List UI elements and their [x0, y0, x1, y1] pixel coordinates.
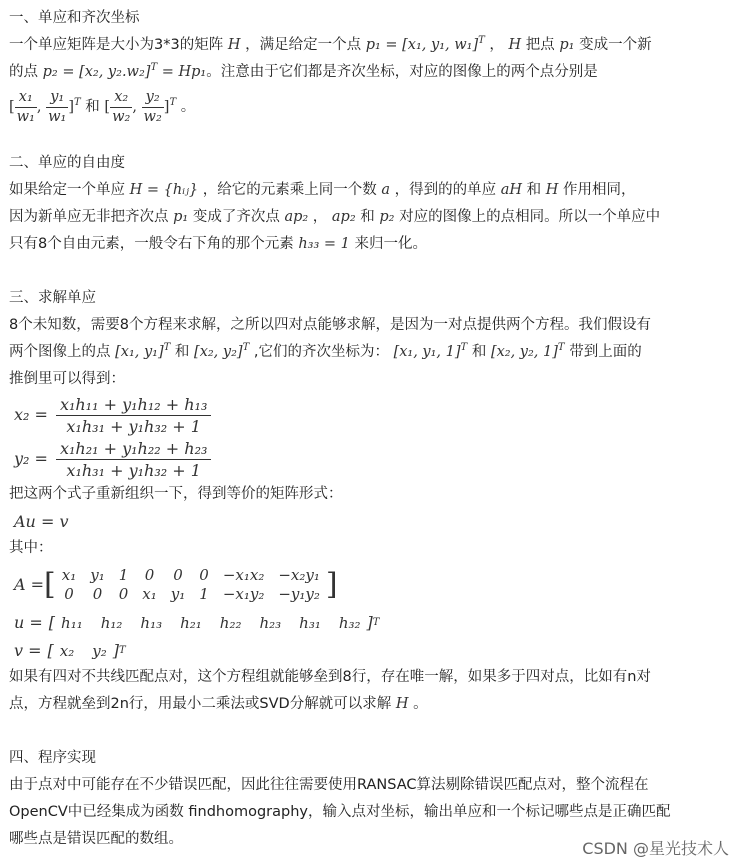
section-degrees-of-freedom	[9, 150, 737, 258]
vector-v-entries	[60, 640, 107, 662]
matrix-cell: y₁	[170, 585, 186, 603]
equation-lhs: y₂ =	[14, 449, 48, 468]
math-text: [x₁, y₁, 1]	[393, 344, 461, 360]
math-hp2	[491, 344, 565, 360]
matrix-cell: y₁	[90, 566, 105, 584]
paragraph: 把这两个式子重新组织一下，得到等价的矩阵形式：	[9, 486, 343, 502]
vector-entry: h₃₂	[338, 614, 361, 632]
section-heading: 四、程序实现	[9, 750, 96, 766]
numerator: x₂	[110, 88, 132, 108]
equation-Au-v: Au = v	[14, 512, 69, 531]
denominator: w₁	[48, 108, 67, 125]
matrix-cell: 0	[92, 585, 103, 603]
paragraph: 由于点对中可能存在不少错误匹配，因此往往需要使用RANSAC算法剔除错误匹配点对，整个流程在	[9, 777, 649, 793]
matrix-cell: 0	[199, 566, 209, 584]
fraction-y2-w2	[142, 88, 164, 127]
paragraph	[9, 339, 737, 366]
bracket: ]	[68, 99, 75, 115]
text: ，	[308, 209, 332, 225]
numerator: x₁h₂₁ + y₁h₂₂ + h₂₃	[56, 438, 211, 460]
denominator: w₂	[143, 108, 162, 125]
text: ，给它的元素乘上同一个数	[198, 182, 382, 198]
vector-u: u = [ h₁₁ h₁₂ h₁₃ h₂₁ h₂₂ h₂₃ h₃₁ h₃₂ ] T	[14, 613, 380, 632]
paragraph: 推倒里可以得到：	[9, 371, 125, 387]
numerator: x₁h₁₁ + y₁h₁₂ + h₁₃	[56, 394, 211, 416]
comma: ,	[36, 99, 47, 115]
math-H: H	[227, 37, 241, 53]
fraction-x1-w1	[15, 88, 37, 127]
text: 的点	[9, 64, 43, 80]
vector-entry: h₃₁	[299, 614, 321, 632]
matrix-A	[14, 562, 737, 608]
paragraph	[9, 691, 737, 718]
math-h33: h₃₃ = 1	[298, 236, 350, 252]
math-p1: p₁	[173, 209, 189, 225]
bracket: ]	[366, 613, 373, 632]
math-ap2: ap₂	[284, 209, 309, 225]
text: 和	[467, 344, 491, 360]
text: 作用相同，	[558, 182, 636, 198]
math-H-set: H = {hᵢⱼ}	[129, 182, 199, 198]
paragraph	[9, 86, 737, 128]
equation-lhs: u =	[14, 613, 43, 632]
text: 变成一个新	[574, 37, 652, 53]
math-ap2: ap₂	[331, 209, 356, 225]
equation-y2	[14, 437, 737, 481]
math-p2-def	[43, 64, 207, 80]
matrix-cell: 1	[199, 585, 209, 603]
superscript-T: T	[242, 342, 250, 354]
vector-entry: h₂₂	[219, 614, 242, 632]
text: 点，方程就垒到2n行，用最小二乘法或SVD分解就可以求解	[9, 696, 396, 712]
vector-entry: x₂	[59, 642, 75, 660]
matrix-cell: 0	[118, 585, 129, 603]
text: 和	[170, 344, 195, 360]
text: 把点	[521, 37, 560, 53]
bracket: [	[9, 99, 15, 115]
matrix-cell: −y₁y₂	[278, 585, 320, 603]
superscript-T: T	[478, 35, 485, 47]
text: ，得到的的单应	[390, 182, 501, 198]
matrix-cell: −x₂y₁	[278, 566, 320, 584]
vector-v: v = [ x₂ y₂ ] T	[14, 641, 126, 660]
matrix-cell: 0	[64, 585, 74, 603]
text: 如果给定一个单应	[9, 182, 130, 198]
bracket: [	[44, 567, 56, 602]
text: 。注意由于它们都是齐次坐标，对应的图像上的两个点分别是	[206, 64, 598, 80]
text: 。	[176, 99, 196, 115]
matrix-cell: 0	[173, 566, 183, 584]
superscript-T: T	[460, 342, 468, 354]
math-text: [x₁, y₁]	[115, 344, 164, 360]
text: 只有8个自由元素，一般令右下角的那个元素	[9, 236, 299, 252]
vector-entry: y₂	[92, 642, 107, 660]
vector-entry: h₁₁	[61, 614, 83, 632]
matrix-cell: 0	[144, 566, 155, 584]
math-aH: aH	[500, 182, 523, 198]
math-H: H	[545, 182, 559, 198]
fraction-y1-w1	[46, 88, 68, 127]
denominator: w₁	[16, 108, 35, 125]
vector-entry: h₂₃	[259, 614, 282, 632]
equation-fraction	[56, 438, 211, 481]
math-text: p₂ = [x₂, y₂.w₂]	[42, 64, 151, 80]
math-pt2	[194, 344, 249, 360]
math-H: H	[395, 696, 409, 712]
numerator: x₁	[15, 88, 37, 108]
denominator: x₁h₃₁ + y₁h₃₂ + 1	[66, 460, 201, 480]
matrix-cell: 1	[118, 566, 129, 584]
math-p2: p₂	[379, 209, 395, 225]
fraction-x2-w2	[110, 88, 132, 127]
math-text: p₁ = [x₁, y₁, w₁]	[365, 37, 479, 53]
comma: ,	[132, 99, 142, 115]
text: 和	[80, 99, 105, 115]
text: 变成了齐次点	[188, 209, 285, 225]
equation-lhs: x₂ =	[14, 405, 48, 424]
matrix-cell: −x₁x₂	[222, 566, 265, 584]
denominator: x₁h₃₁ + y₁h₃₂ + 1	[66, 416, 201, 436]
math-a: a	[381, 182, 391, 198]
superscript-T: T	[169, 97, 177, 109]
paragraph: 其中：	[9, 540, 53, 556]
superscript-T: T	[163, 342, 171, 354]
text: ,它们的齐次坐标为：	[249, 344, 394, 360]
text: 因为新单应无非把齐次点	[9, 209, 174, 225]
matrix-cell: x₁	[61, 566, 77, 584]
numerator: y₁	[46, 88, 68, 108]
vector-entry: h₂₁	[180, 614, 202, 632]
bracket: [	[104, 99, 111, 115]
equation-lhs: A =	[14, 575, 45, 594]
section-heading: 三、求解单应	[9, 290, 96, 306]
matrix-cell: −x₁y₂	[222, 585, 265, 603]
text: 来归一化。	[349, 236, 428, 252]
section-solving-homography	[9, 285, 737, 718]
csdn-watermark: CSDN @星光技术人	[582, 839, 729, 858]
section-homography-homogeneous	[9, 5, 737, 128]
text: 。	[408, 696, 428, 712]
text: 带到上面的	[564, 344, 642, 360]
vector-entry: h₁₃	[140, 614, 163, 632]
numerator: y₂	[142, 88, 164, 108]
paragraph	[9, 231, 737, 258]
text: ，	[484, 37, 509, 53]
section-heading: 二、单应的自由度	[9, 155, 125, 171]
paragraph	[9, 59, 737, 86]
superscript-T: T	[74, 97, 81, 109]
denominator: w₂	[112, 108, 131, 125]
paragraph	[9, 32, 737, 59]
paragraph: OpenCV中已经集成为函数 findhomography，输入点对坐标，输出单应和一个标记哪些点是正确匹配	[9, 804, 671, 820]
equation-fraction	[56, 394, 211, 437]
paragraph: 如果有四对不共线匹配点对，这个方程组就能够垒到8行，存在唯一解，如果多于四对点，比如有n对	[9, 669, 651, 685]
text: 和	[355, 209, 380, 225]
bracket: [	[48, 613, 56, 632]
math-text: = Hp₁	[157, 64, 207, 80]
math-p1: p₁	[559, 37, 575, 53]
text: 一个单应矩阵是大小为3*3的矩阵	[9, 37, 228, 53]
superscript-T: T	[557, 342, 565, 354]
math-H: H	[508, 37, 522, 53]
text: 两个图像上的点	[9, 344, 116, 360]
bracket: [	[47, 641, 54, 660]
text: 和	[522, 182, 546, 198]
equation-lhs: v =	[14, 641, 42, 660]
math-hp1	[394, 344, 468, 360]
math-text: [x₂, y₂, 1]	[490, 344, 558, 360]
text: 对应的图像上的点相同。所以一个单应中	[394, 209, 661, 225]
paragraph: 8个未知数，需要8个方程来求解，之所以四对点能够求解，是因为一对点提供两个方程。我们假设有	[9, 317, 651, 333]
matrix-cell: x₁	[142, 585, 157, 603]
text: ，满足给定一个点	[240, 37, 366, 53]
bracket: ]	[163, 99, 170, 115]
math-p1-def	[366, 37, 485, 53]
math-pt1	[115, 344, 170, 360]
vector-entry: h₁₂	[100, 614, 123, 632]
matrix-A-entries	[62, 566, 320, 604]
math-text: [x₂, y₂]	[194, 344, 243, 360]
article-body	[9, 5, 737, 853]
paragraph: 哪些点是错误匹配的数组。	[9, 831, 183, 847]
vector-u-entries	[61, 612, 361, 634]
paragraph	[9, 204, 737, 231]
equation-x2	[14, 393, 737, 437]
bracket: ]	[112, 641, 120, 660]
superscript-T: T	[150, 62, 158, 74]
bracket: ]	[325, 567, 338, 602]
paragraph	[9, 177, 737, 204]
section-heading: 一、单应和齐次坐标	[9, 10, 140, 26]
